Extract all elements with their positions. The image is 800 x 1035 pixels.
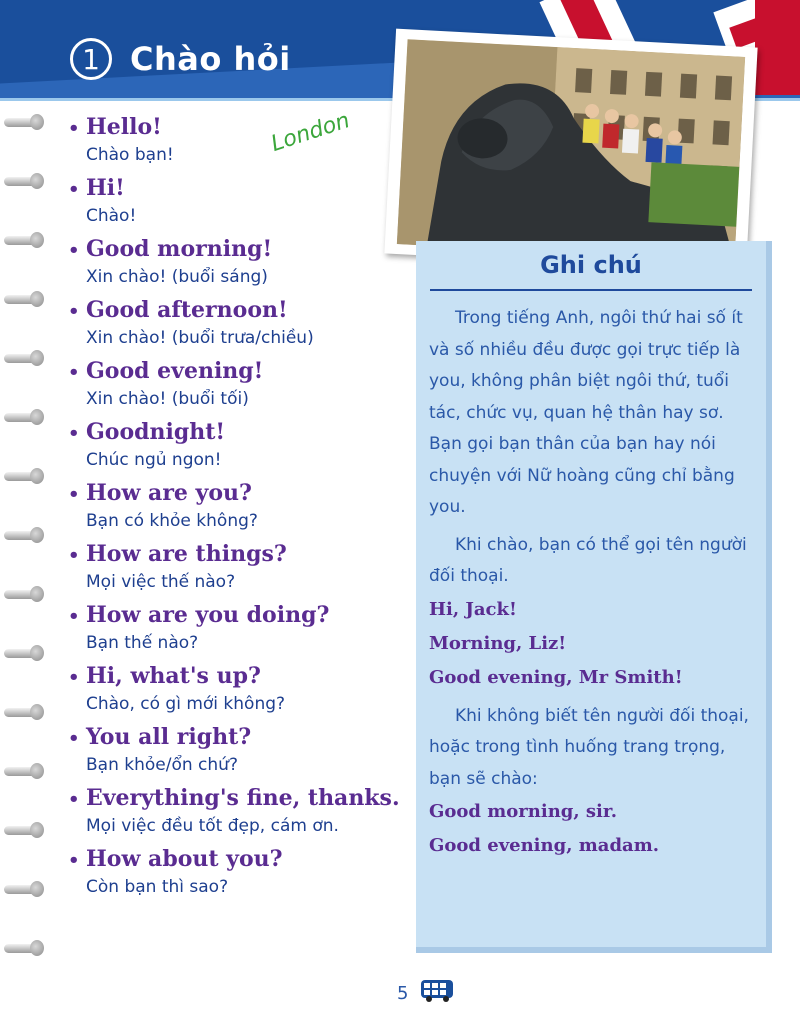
phrase-english-text: Good afternoon! [86, 297, 288, 323]
notes-title-underline [430, 289, 752, 291]
spiral-ring-icon [4, 289, 42, 309]
notes-example: Good evening, madam. [429, 835, 660, 856]
phrase-vietnamese: Xin chào! (buổi trưa/chiều) [86, 328, 314, 348]
bullet-icon: • [68, 667, 80, 688]
phrase-english [68, 540, 408, 570]
phrase-english-text: Hi! [86, 175, 125, 201]
spiral-ring-icon [4, 820, 42, 840]
bullet-icon: • [68, 179, 80, 200]
lesson-title-text: Chào hỏi [130, 40, 291, 78]
notes-paragraph-1: Trong tiếng Anh, ngôi thứ hai số ít và số nhiều đều được gọi trực tiếp là you, không phân biệt ngôi thứ, tuổi tác, chức vụ, quan hệ thân hay sơ. Bạn gọi bạn thân của bạn hay nói chuyện với Nữ hoàng cũng chỉ bằng you. [429, 308, 743, 517]
bullet-icon: • [68, 728, 80, 749]
phrase-item [68, 296, 408, 351]
phrase-vietnamese: Chào, có gì mới không? [86, 694, 286, 714]
phrase-vietnamese: Bạn thế nào? [86, 633, 199, 653]
phrase-english-text: Hello! [86, 114, 162, 140]
spiral-ring-icon [4, 171, 42, 191]
phrase-english [68, 723, 408, 753]
phrase-english-text: Hi, what's up? [86, 663, 261, 689]
notes-paragraph-3: Khi không biết tên người đối thoại, hoặc trong tình huống trang trọng, bạn sẽ chào: [429, 705, 749, 789]
phrase-english-text: Good morning! [86, 236, 273, 262]
notes-example: Morning, Liz! [429, 632, 567, 654]
phrase-english [68, 601, 408, 631]
lesson-title [70, 38, 291, 80]
phrase-item [68, 235, 408, 290]
notes-body [429, 303, 759, 863]
spiral-ring-icon [4, 761, 42, 781]
phrase-item [68, 357, 408, 412]
phrase-item [68, 113, 408, 168]
spiral-ring-icon [4, 407, 42, 427]
phrase-vietnamese: Còn bạn thì sao? [86, 877, 229, 897]
phrase-item [68, 784, 408, 839]
phrase-vietnamese: Mọi việc thế nào? [86, 572, 236, 592]
bullet-icon: • [68, 850, 80, 871]
phrase-vietnamese: Chào! [86, 206, 137, 226]
bullet-icon: • [68, 789, 80, 810]
spiral-ring-icon [4, 584, 42, 604]
phrase-english-text: How are you doing? [86, 602, 330, 628]
phrase-list [68, 113, 408, 906]
london-label: London [268, 108, 353, 157]
phrase-item [68, 662, 408, 717]
phrase-english-text: Good evening! [86, 358, 264, 384]
phrase-item [68, 723, 408, 778]
bus-icon [420, 978, 456, 1008]
phrase-english [68, 479, 408, 509]
bullet-icon: • [68, 301, 80, 322]
phrase-item [68, 174, 408, 229]
phrase-english-text: How about you? [86, 846, 283, 872]
phrase-english [68, 784, 408, 814]
phrase-item [68, 418, 408, 473]
london-photo [384, 29, 757, 273]
phrase-english [68, 845, 408, 875]
phrase-item [68, 601, 408, 656]
phrase-english [68, 296, 408, 326]
phrase-english-text: How are things? [86, 541, 287, 567]
phrase-vietnamese: Bạn khỏe/ổn chứ? [86, 755, 238, 775]
phrase-english [68, 174, 408, 204]
phrase-item [68, 479, 408, 534]
phrase-english [68, 662, 408, 692]
phrase-item [68, 845, 408, 900]
phrase-vietnamese: Bạn có khỏe không? [86, 511, 258, 531]
bullet-icon: • [68, 484, 80, 505]
phrase-vietnamese: Xin chào! (buổi tối) [86, 389, 249, 409]
bullet-icon: • [68, 545, 80, 566]
spiral-ring-icon [4, 879, 42, 899]
spiral-ring-icon [4, 112, 42, 132]
phrase-vietnamese: Mọi việc đều tốt đẹp, cám ơn. [86, 816, 339, 836]
spiral-ring-icon [4, 230, 42, 250]
phrase-item [68, 540, 408, 595]
lesson-number: 1 [70, 38, 112, 80]
spiral-ring-icon [4, 702, 42, 722]
phrase-vietnamese: Chào bạn! [86, 145, 174, 165]
phrase-english-text: How are you? [86, 480, 252, 506]
bullet-icon: • [68, 423, 80, 444]
phrase-vietnamese: Xin chào! (buổi sáng) [86, 267, 268, 287]
bullet-icon: • [68, 606, 80, 627]
spiral-ring-icon [4, 466, 42, 486]
spiral-ring-icon [4, 938, 42, 958]
lion-statue-image [397, 39, 745, 261]
spiral-ring-icon [4, 348, 42, 368]
bullet-icon: • [68, 240, 80, 261]
notes-box [416, 241, 772, 953]
notes-example: Good evening, Mr Smith! [429, 666, 683, 688]
bullet-icon: • [68, 362, 80, 383]
phrase-english [68, 235, 408, 265]
phrase-vietnamese: Chúc ngủ ngon! [86, 450, 222, 470]
phrase-english-text: Everything's fine, thanks. [86, 785, 400, 811]
phrase-english-text: You all right? [86, 724, 252, 750]
notes-title: Ghi chú [540, 251, 642, 279]
notes-example: Hi, Jack! [429, 598, 517, 620]
phrase-english [68, 113, 408, 143]
notes-example: Good morning, sir. [429, 801, 617, 822]
notes-paragraph-2: Khi chào, bạn có thể gọi tên người đối thoại. [429, 534, 747, 586]
phrase-english [68, 357, 408, 387]
spiral-binding [0, 100, 50, 960]
spiral-ring-icon [4, 525, 42, 545]
phrase-english [68, 418, 408, 448]
spiral-ring-icon [4, 643, 42, 663]
phrase-english-text: Goodnight! [86, 419, 226, 445]
page-number: 5 [397, 983, 409, 1004]
bullet-icon: • [68, 118, 80, 139]
